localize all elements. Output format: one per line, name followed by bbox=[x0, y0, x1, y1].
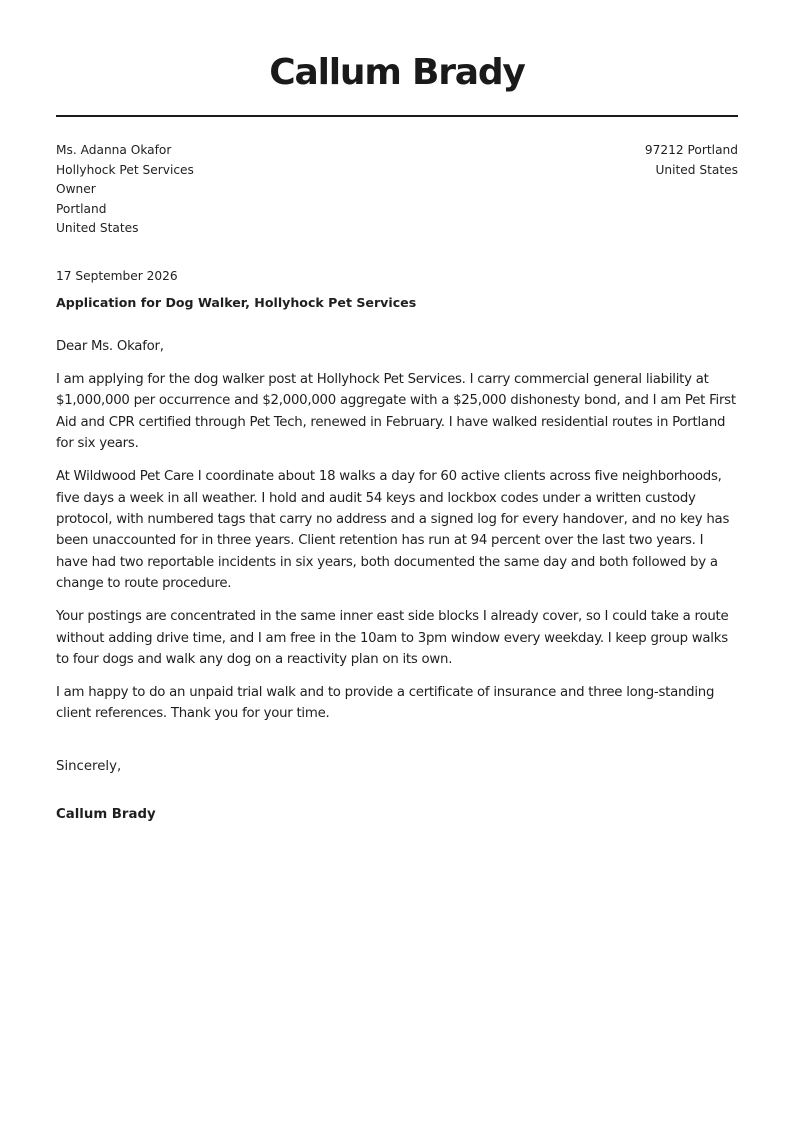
body-paragraph-3: Your postings are concentrated in the same inner east side blocks I already cover, so I could take a route without adding drive time, and I am free in the 10am to 3pm window every weekday. I keep group walks to four dogs and walk any dog on a reactivity plan on its own. bbox=[56, 609, 729, 668]
sender-country: United States bbox=[655, 162, 738, 177]
address-block bbox=[56, 141, 738, 239]
body-paragraph-4: I am happy to do an unpaid trial walk and to provide a certificate of insurance and three long-standing client references. Thank you for your time. bbox=[56, 685, 715, 722]
letter-body bbox=[56, 336, 738, 736]
body-paragraph-2: At Wildwood Pet Care I coordinate about 18 walks a day for 60 active clients across five neighborhoods, five days a week in all weather. I hold and audit 54 keys and lockbox codes under a written custody protocol, with numbered tags that carry no address and a signed log for every handover, and no key has been unaccounted for in three years. Client retention has run at 94 percent over the last two years. I have had two reportable incidents in six years, both documented the same day and both followed by a change to route procedure. bbox=[56, 469, 730, 592]
recipient-company: Hollyhock Pet Services bbox=[56, 162, 194, 177]
body-paragraph-1: I am applying for the dog walker post at Hollyhock Pet Services. I carry commercial general liability at $1,000,000 per occurrence and $2,000,000 aggregate with a $25,000 dishonesty bond, and I am Pet First Aid and CPR certified through Pet Tech, renewed in February. I have walked residential routes in Portland for six years. bbox=[56, 372, 736, 452]
recipient-name: Ms. Adanna Okafor bbox=[56, 143, 172, 157]
salutation: Dear Ms. Okafor, bbox=[56, 339, 164, 354]
sender-name-heading: Callum Brady bbox=[269, 52, 525, 93]
recipient-address bbox=[56, 141, 194, 239]
recipient-title: Owner bbox=[56, 182, 96, 197]
letter-closing: Sincerely, bbox=[56, 759, 122, 774]
header-divider bbox=[56, 115, 738, 117]
sender-postal-city: 97212 Portland bbox=[644, 143, 738, 157]
letter-signature: Callum Brady bbox=[56, 807, 156, 822]
letter-subject: Application for Dog Walker, Hollyhock Pet Services bbox=[56, 295, 417, 310]
recipient-country: United States bbox=[56, 221, 139, 236]
sender-address bbox=[645, 141, 738, 239]
letter-date: 17 September 2026 bbox=[56, 269, 178, 283]
recipient-city: Portland bbox=[56, 201, 107, 216]
letter-page bbox=[56, 0, 738, 822]
